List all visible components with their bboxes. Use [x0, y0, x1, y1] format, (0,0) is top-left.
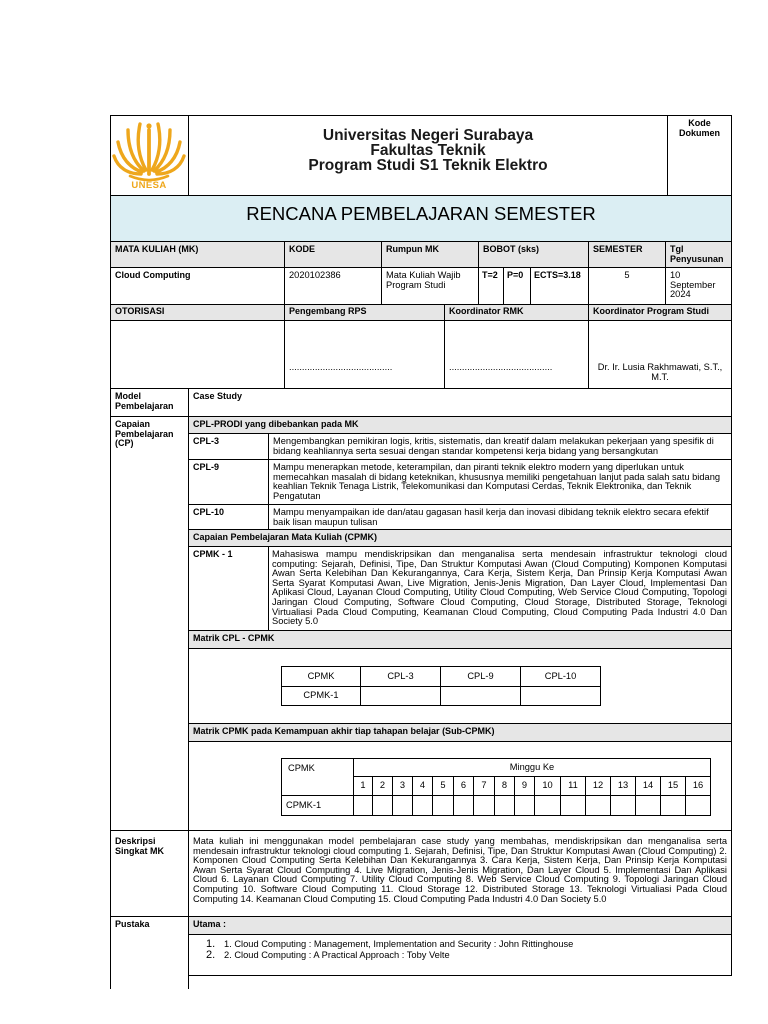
- tgl-penyusunan-header: Tgl Penyusunan: [665, 241, 732, 268]
- cpmk-code: CPMK - 1: [188, 546, 269, 631]
- matrik-cpl-column: CPL-9: [440, 666, 521, 687]
- cpmk-description: Mahasiswa mampu mendiskripsikan dan menganalisa serta mendesain infrastruktur teknologi cloud computing: Sejarah, Definisi, Tipe, Dan Struktur Komputasi Awan (Cloud Computing) Komponen Komputasi Awan Serta Kelebihan Dan Kekurangannya, Cara Kerja, Sistem Kerja, Dan Prinsip Kerja Komputasi Awan Serta Syarat Komputasi Awan, Live Migration, Jenis-Jenis Migration, Dan Layer Cloud, Implementasi Dan Aplikasi Cloud, Layanan Cloud Computing, Utility Cloud Computing, Web Service Cloud Computing, Topologi Jaringan Cloud Computing, Software Cloud Computing, Cloud Storage, Distributed Storage, Teknologi Virtualiasi Pada Cloud Computing, Keamanan Cloud Computing, Cloud Computing Pada Industri 4.0 Dan Society 5.0: [268, 546, 732, 631]
- list-item-marker: 2.: [206, 949, 216, 961]
- minggu-ke-label: Minggu Ke: [353, 758, 711, 777]
- pengembang-signature: ........................................: [284, 320, 445, 389]
- week-number: 6: [453, 776, 474, 796]
- bobot-p-value: P=0: [503, 267, 531, 305]
- week-cell: [585, 795, 611, 816]
- otorisasi-blank: [110, 320, 285, 389]
- pengembang-rps-label: Pengembang RPS: [284, 304, 445, 321]
- week-number: 3: [392, 776, 413, 796]
- week-number: 12: [585, 776, 611, 796]
- matrik-sub-corner: CPMK: [281, 758, 354, 796]
- week-cell: [660, 795, 686, 816]
- model-pembelajaran-label: Model Pembelajaran: [110, 388, 189, 417]
- list-item: [189, 939, 731, 950]
- matrik-sub-cpmk-header: Matrik CPMK pada Kemampuan akhir tiap tahapan belajar (Sub-CPMK): [188, 723, 732, 742]
- pustaka-utama-header: Utama :: [188, 916, 732, 935]
- kode-header: KODE: [284, 241, 382, 268]
- week-cell: [473, 795, 495, 816]
- matrik-cpl-cpmk-header: Matrik CPL - CPMK: [188, 630, 732, 649]
- matrik-cpl-column: CPL-10: [520, 666, 601, 687]
- bobot-t-value: T=2: [478, 267, 504, 305]
- cpl-code: CPL-9: [188, 459, 269, 505]
- cpmk-header: Capaian Pembelajaran Mata Kuliah (CPMK): [188, 529, 732, 547]
- matrik-cpl-corner: CPMK: [281, 666, 361, 687]
- model-pembelajaran-value: Case Study: [188, 388, 732, 417]
- week-number: 11: [560, 776, 586, 796]
- matrik-cpl-cell: [440, 686, 521, 706]
- week-cell: [685, 795, 711, 816]
- bobot-ects-value: ECTS=3.18: [530, 267, 589, 305]
- week-cell: [560, 795, 586, 816]
- matrik-sub-row-label: CPMK-1: [281, 795, 354, 816]
- koordinator-rmk-signature: ........................................: [444, 320, 589, 389]
- koordinator-prodi-label: Koordinator Program Studi: [588, 304, 732, 321]
- pustaka-utama-list: [188, 934, 732, 976]
- tgl-penyusunan-value: 10 September 2024: [665, 267, 732, 305]
- koordinator-prodi-name: Dr. Ir. Lusia Rakhmawati, S.T., M.T.: [588, 320, 732, 389]
- list-item-text: 1. Cloud Computing : Management, Implementation and Security : John Rittinghouse: [224, 939, 574, 949]
- matrik-cpl-row-label: CPMK-1: [281, 686, 361, 706]
- cpl-description: Mampu menerapkan metode, keterampilan, dan piranti teknik elektro modern yang diperlukan untuk memecahkan masalah di bidang keteknikan, khususnya memiliki pengetahuan lanjut pada salah satu bidang keahlian Teknik Tenaga Listrik, Telekomunikasi dan Komputasi Cerdas, Teknik Elektronika, dan Teknik Pengatutan: [268, 459, 732, 505]
- cpl-description: Mengembangkan pemikiran logis, kritis, sistematis, dan kreatif dalam melakukan pekerjaan yang spesifik di bidang keahliannya serta sesuai dengan standar kompetensi kerja bidang yang bersangkutan: [268, 433, 732, 460]
- kode-value: 2020102386: [284, 267, 382, 305]
- faculty-name: Fakultas Teknik: [370, 142, 486, 159]
- mata-kuliah-value: Cloud Computing: [110, 267, 285, 305]
- institution-block: [188, 115, 668, 196]
- otorisasi-label: OTORISASI: [110, 304, 285, 321]
- logo-text: UNESA: [131, 180, 167, 191]
- week-cell: [453, 795, 474, 816]
- week-number: 10: [534, 776, 561, 796]
- deskripsi-text: Mata kuliah ini menggunakan model pembelajaran case study yang membahas, mendiskripsikan dan menganalisa serta mendesain infrastruktur teknologi cloud computing 1. Sejarah, Definisi, Tipe, Dan Struktur Komputasi Awan (Cloud Computing) 2. Komponen Cloud Computing Serta Kelebihan Dan Kekurangannya 3. Cara Kerja, Sistem Kerja, Dan Prinsip Kerja Komputasi Awan Serta Syarat Cloud Computing 4. Live Migration, Jenis-Jenis Migration, Dan Layer Cloud 5. Implementasi Dan Aplikasi Cloud 6. Layanan Cloud Computing 7. Utility Cloud Computing 8. Web Service Cloud Computing 9. Topologi Jaringan Cloud Computing 10. Software Cloud Computing 11. Cloud Storage 12. Distributed Storage 13. Teknologi Virtualiasi Pada Cloud Computing 14. Keamanan Cloud Computing 15. Cloud Computing Pada Industri 4.0 Dan Society 5.0: [188, 830, 732, 917]
- mata-kuliah-header: MATA KULIAH (MK): [110, 241, 285, 268]
- program-name: Program Studi S1 Teknik Elektro: [308, 157, 548, 174]
- list-item-text: 2. Cloud Computing : A Practical Approach : Toby Velte: [224, 950, 450, 960]
- list-item-marker: 1.: [206, 938, 216, 950]
- cpl-prodi-header: CPL-PRODI yang dibebankan pada MK: [188, 416, 732, 434]
- week-cell: [392, 795, 413, 816]
- rumpun-value: Mata Kuliah Wajib Program Studi: [381, 267, 479, 305]
- week-number: 5: [432, 776, 454, 796]
- week-cell: [432, 795, 454, 816]
- week-number: 13: [610, 776, 636, 796]
- matrik-cpl-column: CPL-3: [360, 666, 441, 687]
- cpl-code: CPL-3: [188, 433, 269, 460]
- cpl-code: CPL-10: [188, 504, 269, 530]
- week-number: 8: [494, 776, 515, 796]
- kode-dokumen-label: Kode Dokumen: [667, 115, 732, 196]
- week-cell: [514, 795, 535, 816]
- week-cell: [412, 795, 433, 816]
- list-item: [189, 950, 731, 961]
- week-cell: [372, 795, 393, 816]
- week-number: 9: [514, 776, 535, 796]
- capaian-pembelajaran-label: Capaian Pembelajaran (CP): [110, 416, 189, 831]
- week-cell: [353, 795, 373, 816]
- document-title: RENCANA PEMBELAJARAN SEMESTER: [110, 195, 732, 242]
- pustaka-label: Pustaka: [110, 916, 189, 989]
- unesa-logo: [112, 118, 186, 192]
- week-number: 14: [635, 776, 661, 796]
- koordinator-rmk-label: Koordinator RMK: [444, 304, 589, 321]
- week-number: 7: [473, 776, 495, 796]
- week-number: 4: [412, 776, 433, 796]
- week-number: 2: [372, 776, 393, 796]
- bobot-header: BOBOT (sks): [478, 241, 589, 268]
- rumpun-header: Rumpun MK: [381, 241, 479, 268]
- deskripsi-label: Deskripsi Singkat MK: [110, 830, 189, 917]
- week-cell: [610, 795, 636, 816]
- week-number: 16: [685, 776, 711, 796]
- matrik-cpl-cell: [360, 686, 441, 706]
- week-number: 1: [353, 776, 373, 796]
- week-cell: [635, 795, 661, 816]
- week-cell: [494, 795, 515, 816]
- semester-header: SEMESTER: [588, 241, 666, 268]
- university-name: Universitas Negeri Surabaya: [322, 127, 534, 144]
- semester-value: 5: [588, 267, 666, 305]
- week-number: 15: [660, 776, 686, 796]
- week-cell: [534, 795, 561, 816]
- cpl-description: Mampu menyampaikan ide dan/atau gagasan hasil kerja dan inovasi dibidang teknik elektro secara efektif baik lisan maupun tulisan: [268, 504, 732, 530]
- matrik-cpl-cell: [520, 686, 601, 706]
